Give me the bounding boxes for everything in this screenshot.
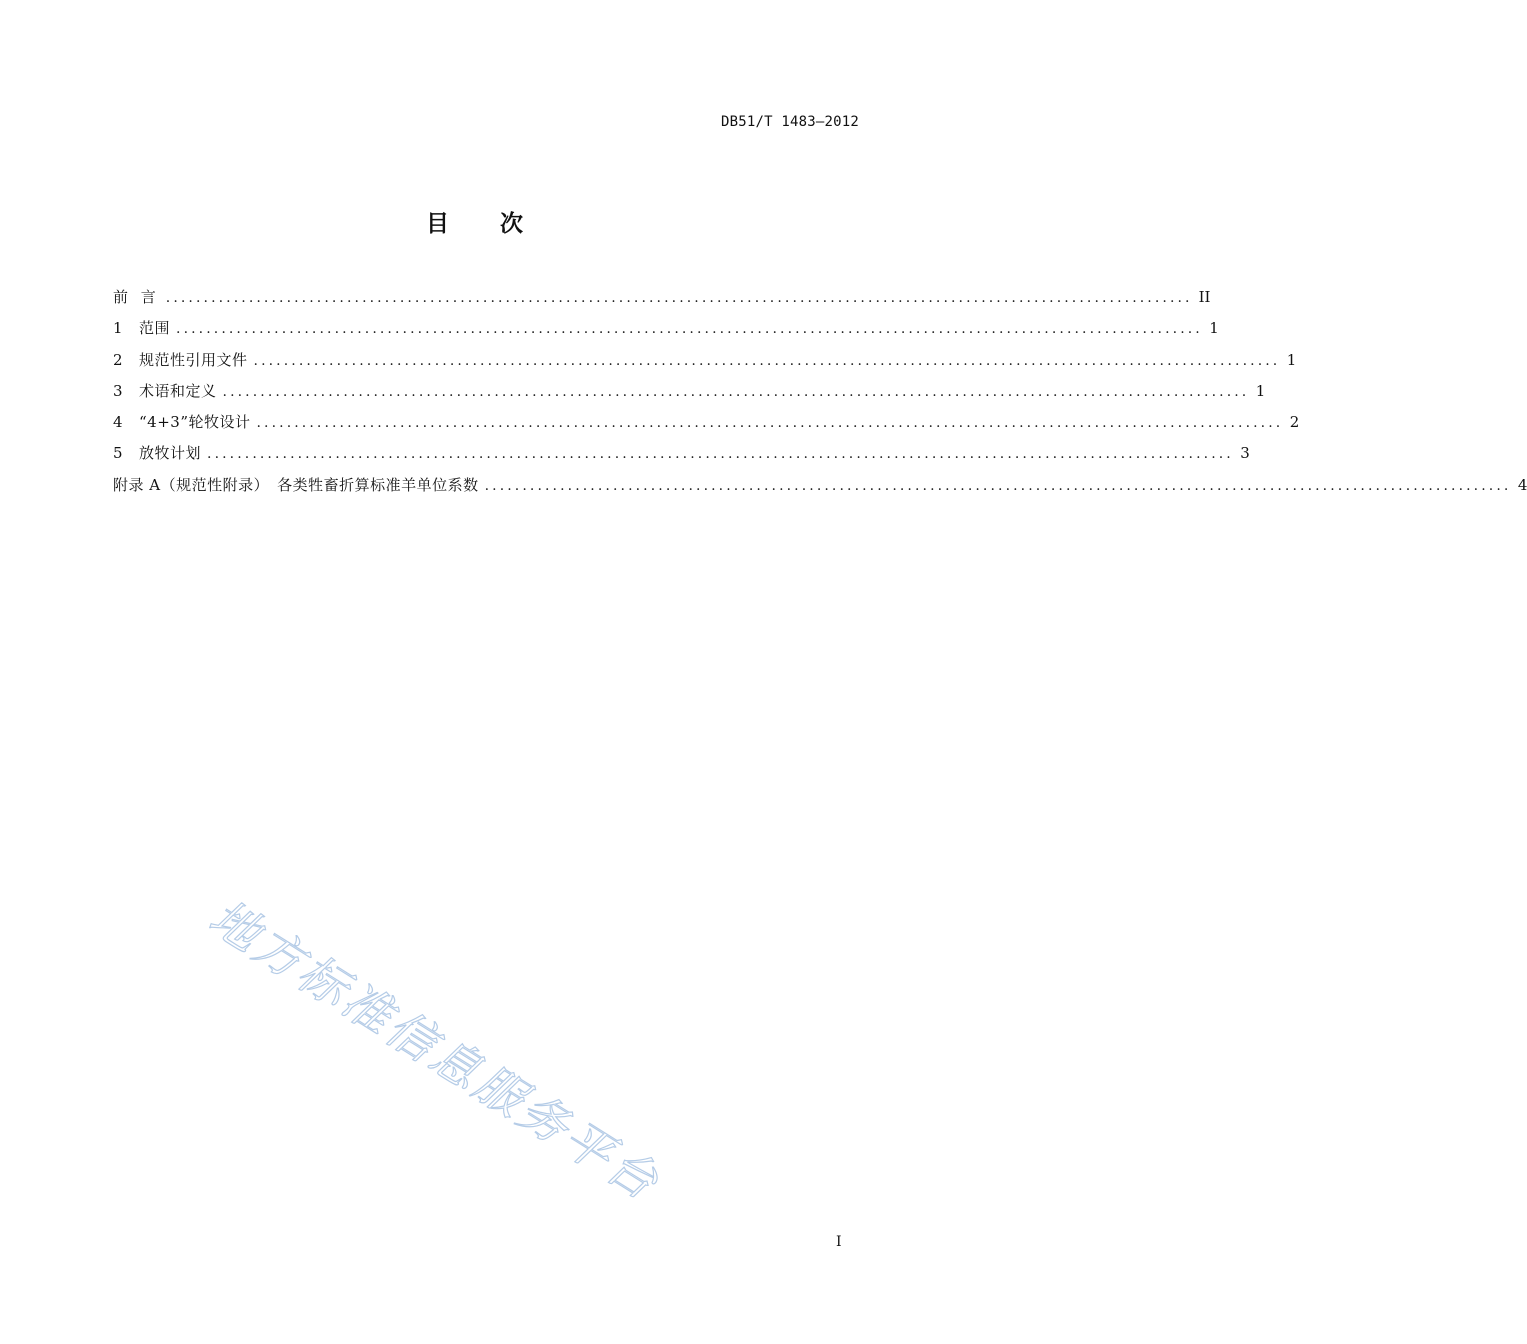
toc-entry-scope[interactable]	[113, 316, 1219, 347]
watermark-text: 地方标准信息服务平台	[199, 889, 671, 1213]
toc-entry-label: 术语和定义	[139, 381, 217, 400]
toc-entry-number: 5	[113, 444, 123, 463]
toc-entry-number: 4	[113, 413, 123, 432]
toc-entry-page: 1	[1286, 350, 1297, 369]
toc-entry-annex-a[interactable]	[113, 473, 1527, 504]
toc-entry-foreword[interactable]	[113, 285, 1211, 316]
toc-leader-dots: ........................................................................................................................................	[207, 446, 1234, 463]
toc-entry-label: 放牧计划	[139, 444, 202, 463]
toc-title-char-1: 目	[426, 211, 450, 237]
toc-entry-label: “4+3”轮牧设计	[139, 413, 251, 432]
document-code: DB51/T 1483—2012	[720, 114, 859, 130]
toc-entry-terms-definitions[interactable]	[113, 379, 1266, 410]
toc-leader-dots: ........................................................................................................................................	[165, 290, 1193, 306]
toc-entry-label: 范围	[139, 319, 171, 338]
toc-entry-normative-references[interactable]	[113, 348, 1297, 379]
toc-entry-page: 1	[1255, 381, 1266, 400]
toc-leader-dots: ........................................................................................................................................	[484, 477, 1512, 494]
toc-entry-number: 1	[113, 319, 123, 338]
toc-entry-page: 1	[1209, 319, 1219, 338]
toc-title-char-2: 次	[500, 211, 524, 237]
toc-entry-page: 4	[1517, 475, 1527, 494]
toc-entry-label: 附录 A（规范性附录） 各类牲畜折算标准羊单位系数	[113, 475, 479, 494]
toc-entry-page: 2	[1289, 413, 1300, 432]
toc-title	[0, 205, 950, 238]
toc-entry-label: 规范性引用文件	[139, 350, 248, 369]
toc-entry-grazing-plan[interactable]	[113, 441, 1250, 472]
toc-leader-dots: ........................................................................................................................................	[253, 352, 1281, 369]
toc-entry-rotation-design[interactable]	[113, 410, 1300, 441]
toc-leader-dots: ........................................................................................................................................	[256, 415, 1284, 432]
toc-leader-dots: ........................................................................................................................................	[176, 321, 1203, 338]
toc-list	[113, 285, 1527, 504]
toc-entry-label: 前 言	[113, 288, 160, 306]
page-number: I	[836, 1234, 842, 1250]
toc-entry-page: 3	[1240, 444, 1250, 463]
toc-leader-dots: ........................................................................................................................................	[222, 383, 1250, 400]
toc-entry-page: II	[1198, 288, 1211, 306]
toc-entry-number: 2	[113, 350, 123, 369]
toc-entry-number: 3	[113, 381, 123, 400]
